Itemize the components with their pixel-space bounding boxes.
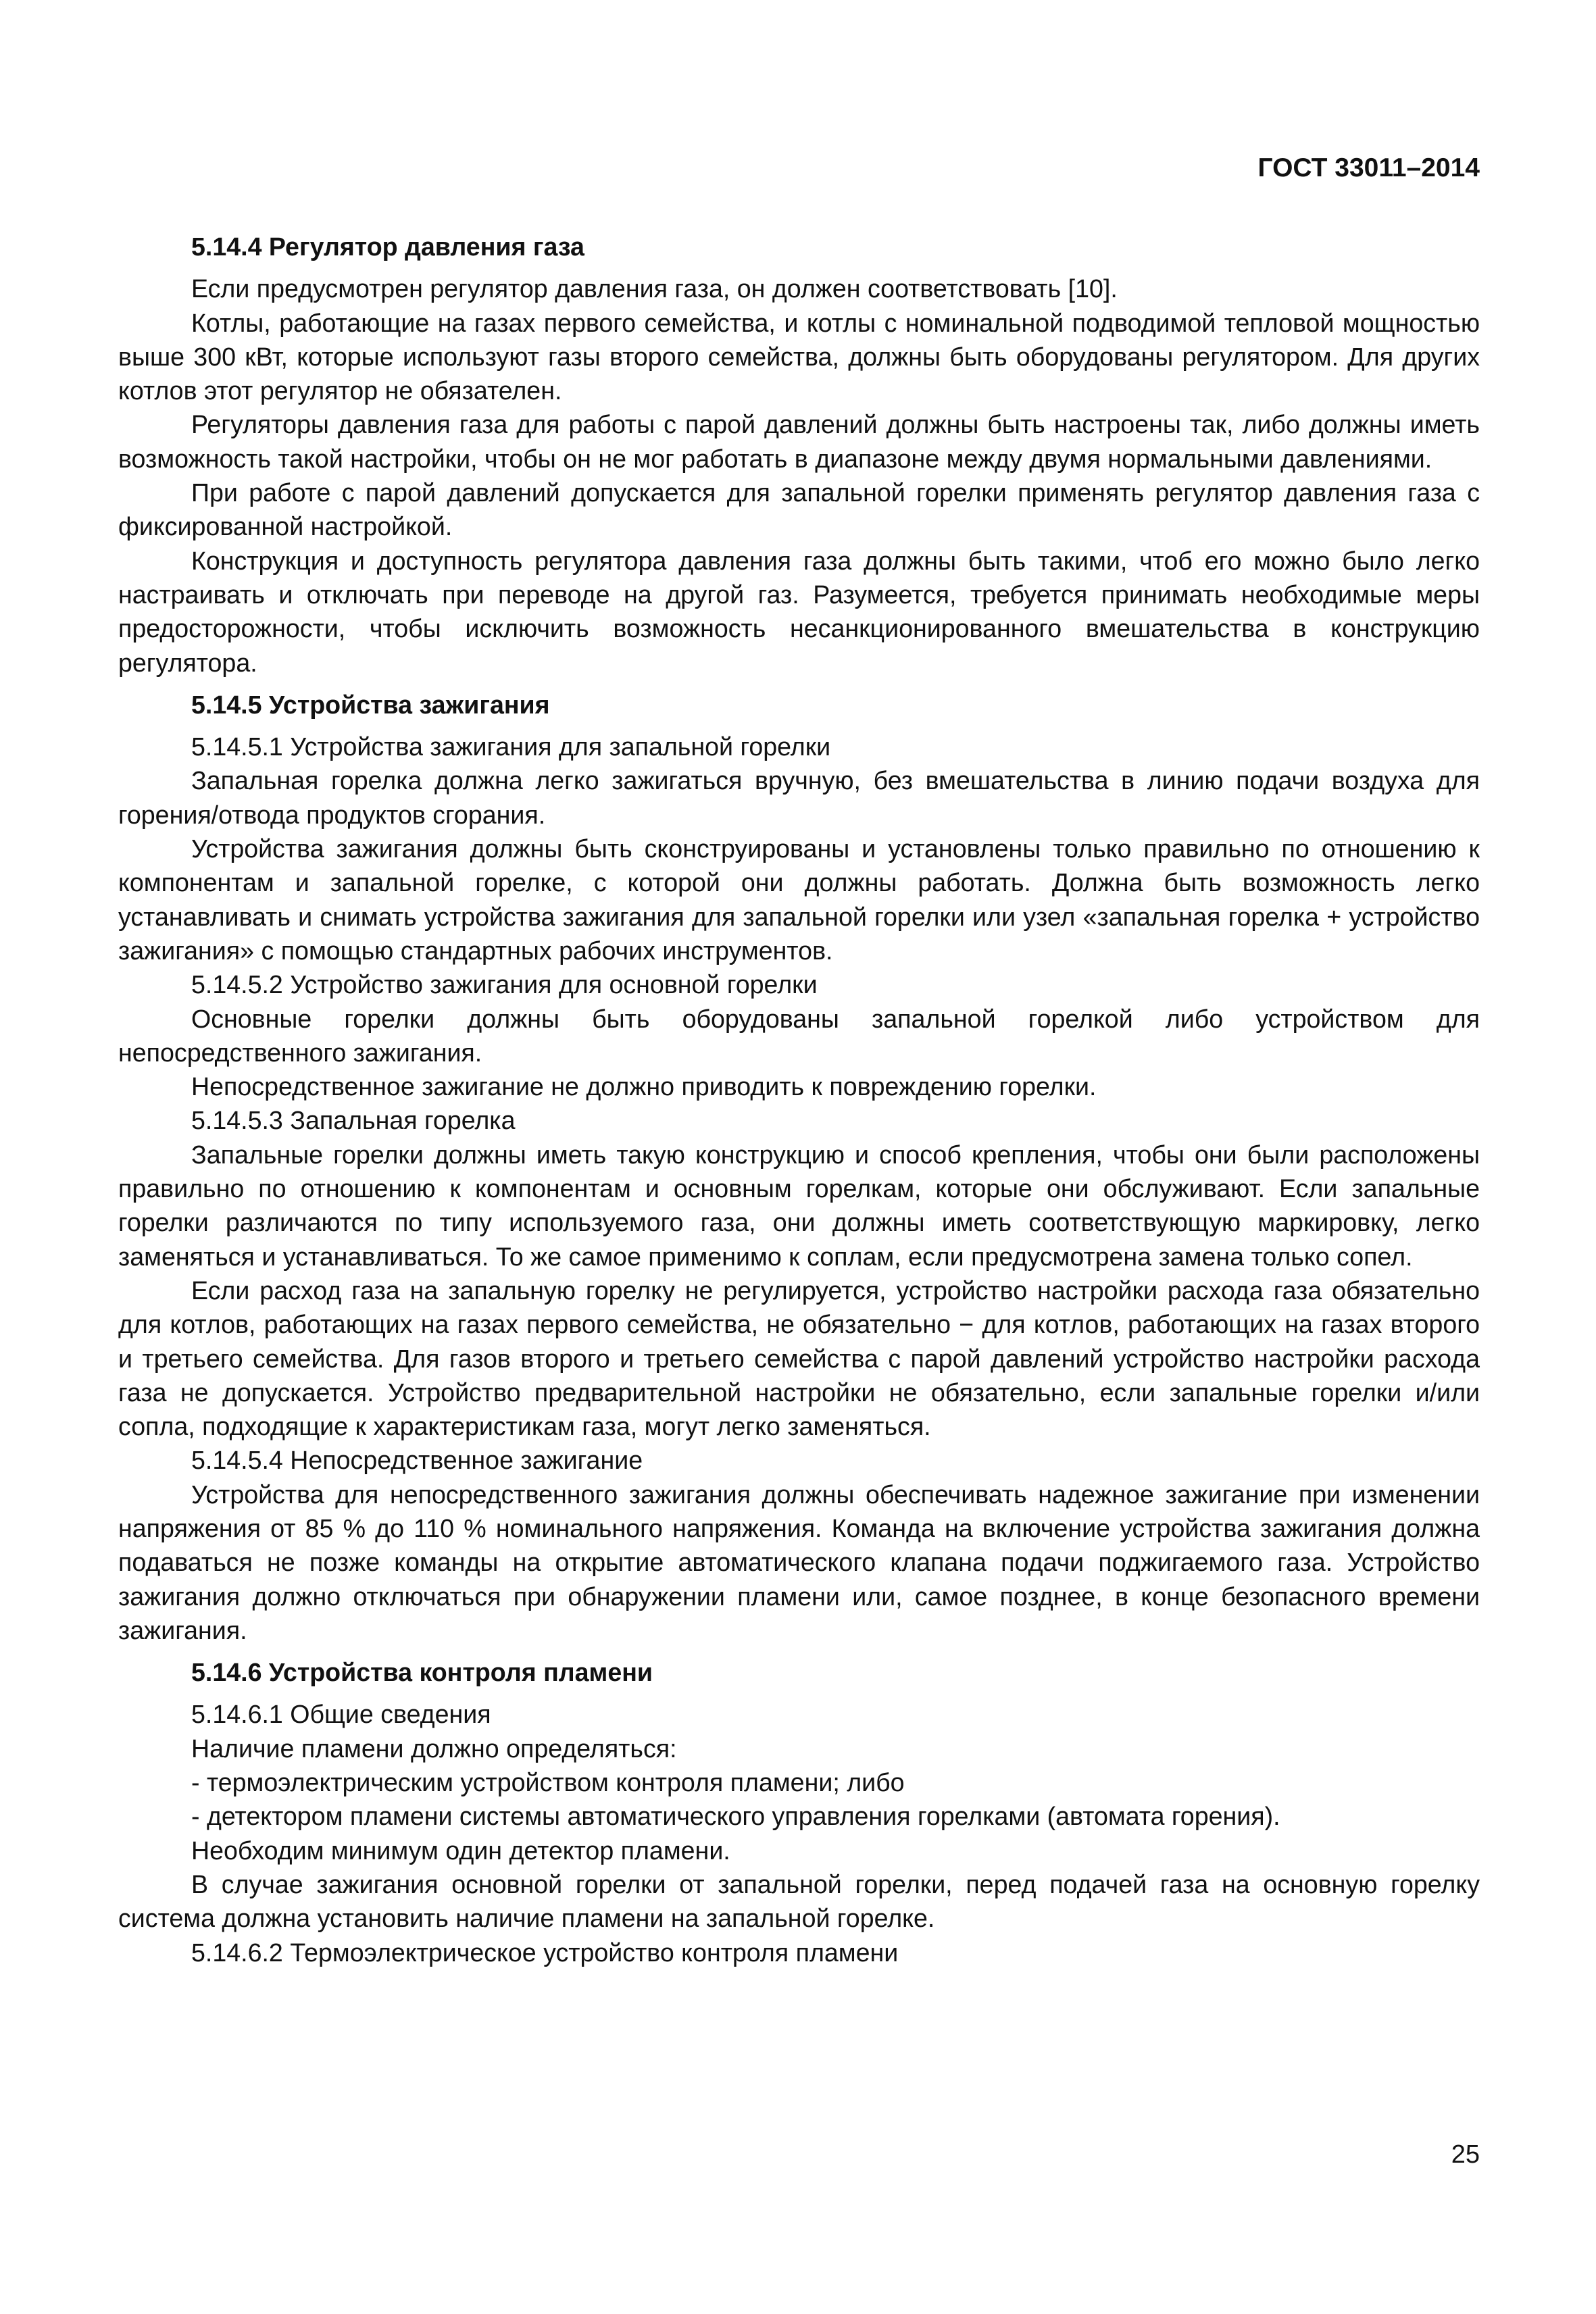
heading-5-14-5: 5.14.5 Устройства зажигания: [191, 690, 550, 719]
document-body: [118, 230, 1480, 1969]
subheading-5-14-6-2: 5.14.6.2 Термоэлектрическое устройство контроля пламени: [191, 1938, 899, 1967]
paragraph: Необходим минимум один детектор пламени.: [191, 1836, 730, 1865]
heading-5-14-6: 5.14.6 Устройства контроля пламени: [191, 1658, 653, 1687]
paragraph: Основные горелки должны быть оборудованы запальной горелкой либо устройством для непосредственного зажигания.: [118, 1004, 1480, 1067]
paragraph: Запальная горелка должна легко зажигаться вручную, без вмешательства в линию подачи воздуха для горения/отвода продуктов сгорания.: [118, 766, 1480, 829]
paragraph: Котлы, работающие на газах первого семейства, и котлы с номинальной подводимой тепловой мощностью выше 300 кВт, которые используют газы второго семейства, должны быть оборудованы регулятором. Для других котлов этот регулятор не обязателен.: [118, 308, 1480, 405]
paragraph: В случае зажигания основной горелки от запальной горелки, перед подачей газа на основную горелку система должна установить наличие пламени на запальной горелке.: [118, 1869, 1480, 1933]
heading-5-14-4: 5.14.4 Регулятор давления газа: [191, 232, 584, 261]
subheading-5-14-5-2: 5.14.5.2 Устройство зажигания для основной горелки: [191, 970, 818, 999]
subheading-5-14-6-1: 5.14.6.1 Общие сведения: [191, 1700, 491, 1729]
list-item: - термоэлектрическим устройством контроля пламени; либо: [191, 1768, 905, 1797]
paragraph: Если расход газа на запальную горелку не регулируется, устройство настройки расхода газа обязательно для котлов, работающих на газах первого семейства, не обязательно − для котлов, работающих на газах второго и третьего семейства. Для газов второго и третьего семейства с парой давлений устройство настройки расхода газа не допускается. Устройство предварительной настройки не обязательно, если запальные горелки и/или сопла, подходящие к характеристикам газа, могут легко заменяться.: [118, 1276, 1480, 1441]
subheading-5-14-5-3: 5.14.5.3 Запальная горелка: [191, 1106, 516, 1135]
list-item: - детектором пламени системы автоматического управления горелками (автомата горения).: [191, 1802, 1280, 1831]
paragraph: При работе с парой давлений допускается для запальной горелки применять регулятор давления газа с фиксированной настройкой.: [118, 478, 1480, 541]
paragraph: Запальные горелки должны иметь такую конструкцию и способ крепления, чтобы они были расположены правильно по отношению к компонентам и основным горелкам, которые они обслуживают. Если запальные горелки различаются по типу используемого газа, они должны иметь соответствующую маркировку, легко заменяться и устанавливаться. То же самое применимо к соплам, если предусмотрена замена только сопел.: [118, 1140, 1480, 1271]
paragraph: Регуляторы давления газа для работы с парой давлений должны быть настроены так, либо должны иметь возможность такой настройки, чтобы он не мог работать в диапазоне между двумя нормальными давлениями.: [118, 410, 1480, 473]
paragraph: Конструкция и доступность регулятора давления газа должны быть такими, чтоб его можно было легко настраивать и отключать при переводе на другой газ. Разумеется, требуется принимать необходимые меры предосторожности, чтобы исключить возможность несанкционированного вмешательства в конструкцию регулятора.: [118, 546, 1480, 677]
document-id: ГОСТ 33011–2014: [1257, 153, 1480, 182]
page-number: 25: [1451, 2140, 1480, 2169]
paragraph: Устройства для непосредственного зажигания должны обеспечивать надежное зажигание при изменении напряжения от 85 % до 110 % номинального напряжения. Команда на включение устройства зажигания должна подаваться не позже команды на открытие автоматического клапана подачи поджигаемого газа. Устройство зажигания должно отключаться при обнаружении пламени или, самое позднее, в конце безопасного времени зажигания.: [118, 1480, 1480, 1644]
paragraph: Наличие пламени должно определяться:: [191, 1734, 677, 1763]
paragraph: Если предусмотрен регулятор давления газа, он должен соответствовать [10].: [191, 274, 1118, 303]
paragraph: Устройства зажигания должны быть сконструированы и установлены только правильно по отношению к компонентам и запальной горелке, с которой они должны работать. Должна быть возможность легко устанавливать и снимать устройства зажигания для запальной горелки или узел «запальная горелка + устройство зажигания» с помощью стандартных рабочих инструментов.: [118, 834, 1480, 965]
paragraph: Непосредственное зажигание не должно приводить к повреждению горелки.: [191, 1072, 1097, 1101]
subheading-5-14-5-1: 5.14.5.1 Устройства зажигания для запальной горелки: [191, 732, 831, 761]
subheading-5-14-5-4: 5.14.5.4 Непосредственное зажигание: [191, 1446, 643, 1475]
